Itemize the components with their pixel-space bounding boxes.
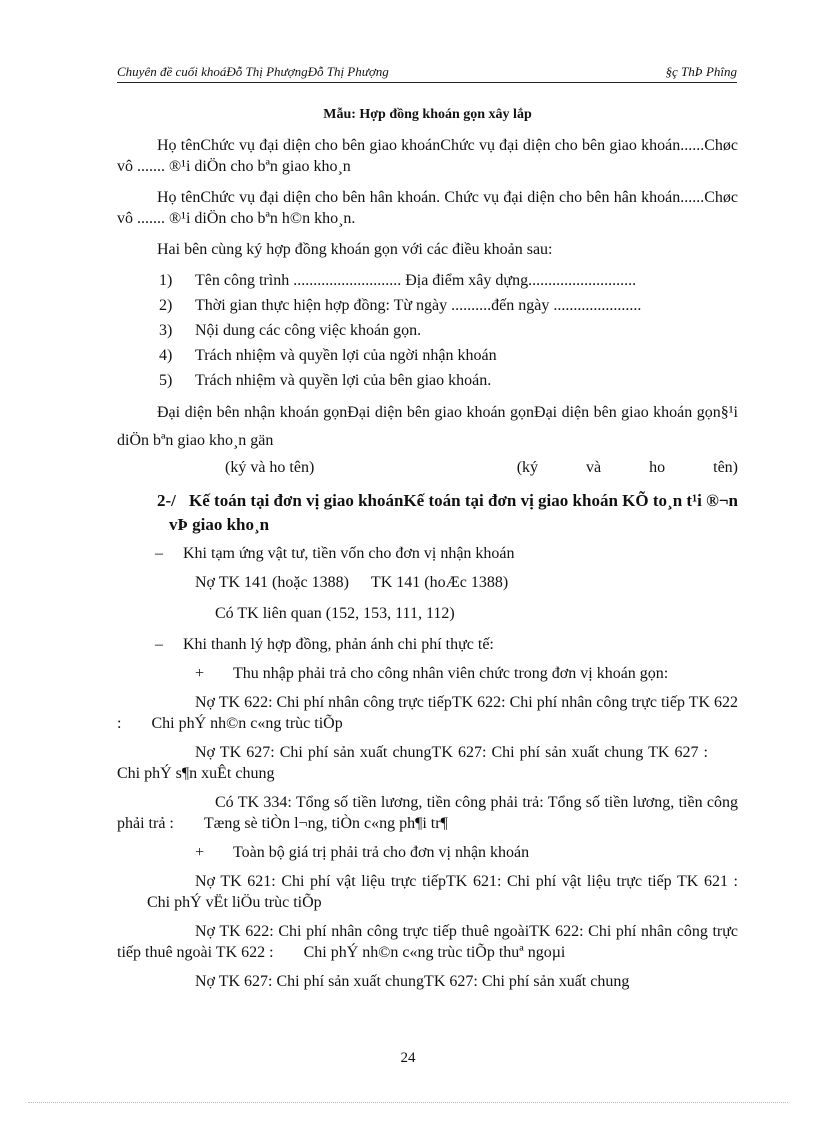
dash-mark: – <box>155 636 163 653</box>
list-item <box>117 295 738 316</box>
plus-item-income <box>117 663 738 684</box>
signature-left: (ký và ho tên) <box>225 459 315 476</box>
account-entry-tail: Chi phÝ nh©n c«ng trùc tiÕp thuª ngoµi <box>303 944 566 961</box>
signature-right: (ký và ho tên) <box>516 459 738 476</box>
plus-item-total <box>117 842 738 863</box>
account-entry <box>117 692 738 734</box>
paragraph-giao-khoan: Họ tênChức vụ đại diện cho bên giao khoánChức vụ đại diện cho bên giao khoán......Chøc vô ....... ®¹i diÖn cho bªn giao kho¸n <box>117 137 738 175</box>
list-item-number: 4) <box>159 347 173 364</box>
account-entry-tail: Tæng sè tiÒn l¬ng, tiÒn c«ng ph¶i tr¶ <box>203 815 448 832</box>
page-content <box>117 100 738 1000</box>
plus-item-text: Toàn bộ giá trị phải trả cho đơn vị nhận khoán <box>233 844 530 861</box>
section-heading <box>117 489 738 537</box>
account-entry-text: Nợ TK 627: Chi phí sản xuất chungTK 627: Chi phí sản xuất chung <box>195 973 630 990</box>
section-number: 2-/ <box>157 491 176 510</box>
list-item <box>117 320 738 341</box>
list-item-text: Thời gian thực hiện hợp đồng: Từ ngày ..........đến ngày ...................... <box>195 297 642 314</box>
paragraph-nhan-khoan: Họ tênChức vụ đại diện cho bên hân khoán. Chức vụ đại diện cho bên hân khoán......Chøc vô ....... ®¹i diÖn cho bªn h©n kho¸n. <box>117 189 738 227</box>
dash-item-settlement <box>117 634 738 655</box>
account-entry-tail: Chi phÝ s¶n xuÊt chung <box>117 765 275 782</box>
list-item <box>117 270 738 291</box>
account-entry-text: Nợ TK 622: Chi phí nhân công trực tiếpTK 622: Chi phí nhân công trực tiếp TK 622 : <box>117 694 738 732</box>
entry-debit-alt: TK 141 (hoÆc 1388) <box>370 574 509 591</box>
entry-debit-text: Nợ TK 141 (hoặc 1388) <box>195 574 349 591</box>
list-item <box>117 370 738 391</box>
account-entry <box>117 971 738 992</box>
header-right-text: §ç ThÞ Phîng <box>665 64 737 79</box>
account-entry-text: Có TK 334: Tổng số tiền lương, tiền công phải trả: Tổng số tiền lương, tiền công phải trả : <box>117 794 738 832</box>
account-entry <box>117 871 738 913</box>
dash-item-text: Khi tạm ứng vật tư, tiền vốn cho đơn vị nhận khoán <box>183 545 515 562</box>
account-entry <box>117 742 738 784</box>
account-entry-tail: Chi phÝ nh©n c«ng trùc tiÕp <box>151 715 343 732</box>
account-entry-text: Nợ TK 621: Chi phí vật liệu trực tiếpTK 621: Chi phí vật liệu trực tiếp TK 621 : <box>195 873 738 890</box>
page-number: 24 <box>400 1050 416 1066</box>
dash-mark: – <box>155 545 163 562</box>
list-item-text: Trách nhiệm và quyền lợi của bên giao khoán. <box>195 372 492 389</box>
account-entry-text: Nợ TK 622: Chi phí nhân công trực tiếp thuê ngoàiTK 622: Chi phí nhân công trực tiếp thuê ngoài TK 622 : <box>117 923 738 961</box>
account-entry-tail: Chi phÝ vËt liÖu trùc tiÕp <box>147 894 322 911</box>
list-item-text: Trách nhiệm và quyền lợi của ngời nhận khoán <box>195 347 497 364</box>
dash-item-advance <box>117 543 738 564</box>
plus-item-text: Thu nhập phải trả cho công nhân viên chức trong đơn vị khoán gọn: <box>233 665 669 682</box>
list-item-text: Tên công trình ........................... Địa điểm xây dựng........................... <box>195 272 637 289</box>
list-item-number: 2) <box>159 297 173 314</box>
list-item-text: Nội dung các công việc khoán gọn. <box>195 322 422 339</box>
document-title: Mẫu: Hợp đồng khoán gọn xây lắp <box>323 107 532 122</box>
signature-paragraph: Đại diện bên nhận khoán gọnĐại diện bên giao khoán gọnĐại diện bên giao khoán gọn§¹i diÖn bªn giao kho¸n gän <box>117 404 738 449</box>
section-heading-text: Kế toán tại đơn vị giao khoánKế toán tại đơn vị giao khoán KÕ to¸n t¹i ®¬n vÞ giao kho¸n <box>169 491 738 534</box>
list-item <box>117 345 738 366</box>
list-item-number: 5) <box>159 372 173 389</box>
journal-entry-credit: Có TK liên quan (152, 153, 111, 112) <box>215 605 455 622</box>
signature-line <box>117 457 738 479</box>
journal-entry-debit <box>195 572 738 593</box>
page-bottom-divider <box>28 1102 788 1103</box>
plus-mark: + <box>195 665 205 682</box>
account-entry-text: Nợ TK 627: Chi phí sản xuất chungTK 627: Chi phí sản xuất chung TK 627 : <box>195 744 708 761</box>
header-left-text: Chuyên đề cuối khoáĐỗ Thị PhượngĐỗ Thị Phượng <box>117 64 389 79</box>
account-entry <box>117 792 738 834</box>
list-item-number: 1) <box>159 272 173 289</box>
page-header <box>117 62 737 83</box>
dash-item-text: Khi thanh lý hợp đồng, phản ánh chi phí thực tế: <box>183 636 494 653</box>
list-item-number: 3) <box>159 322 173 339</box>
account-entry <box>117 921 738 963</box>
paragraph-agreement: Hai bên cùng ký hợp đồng khoán gọn với các điều khoản sau: <box>157 241 553 258</box>
plus-mark: + <box>195 844 205 861</box>
